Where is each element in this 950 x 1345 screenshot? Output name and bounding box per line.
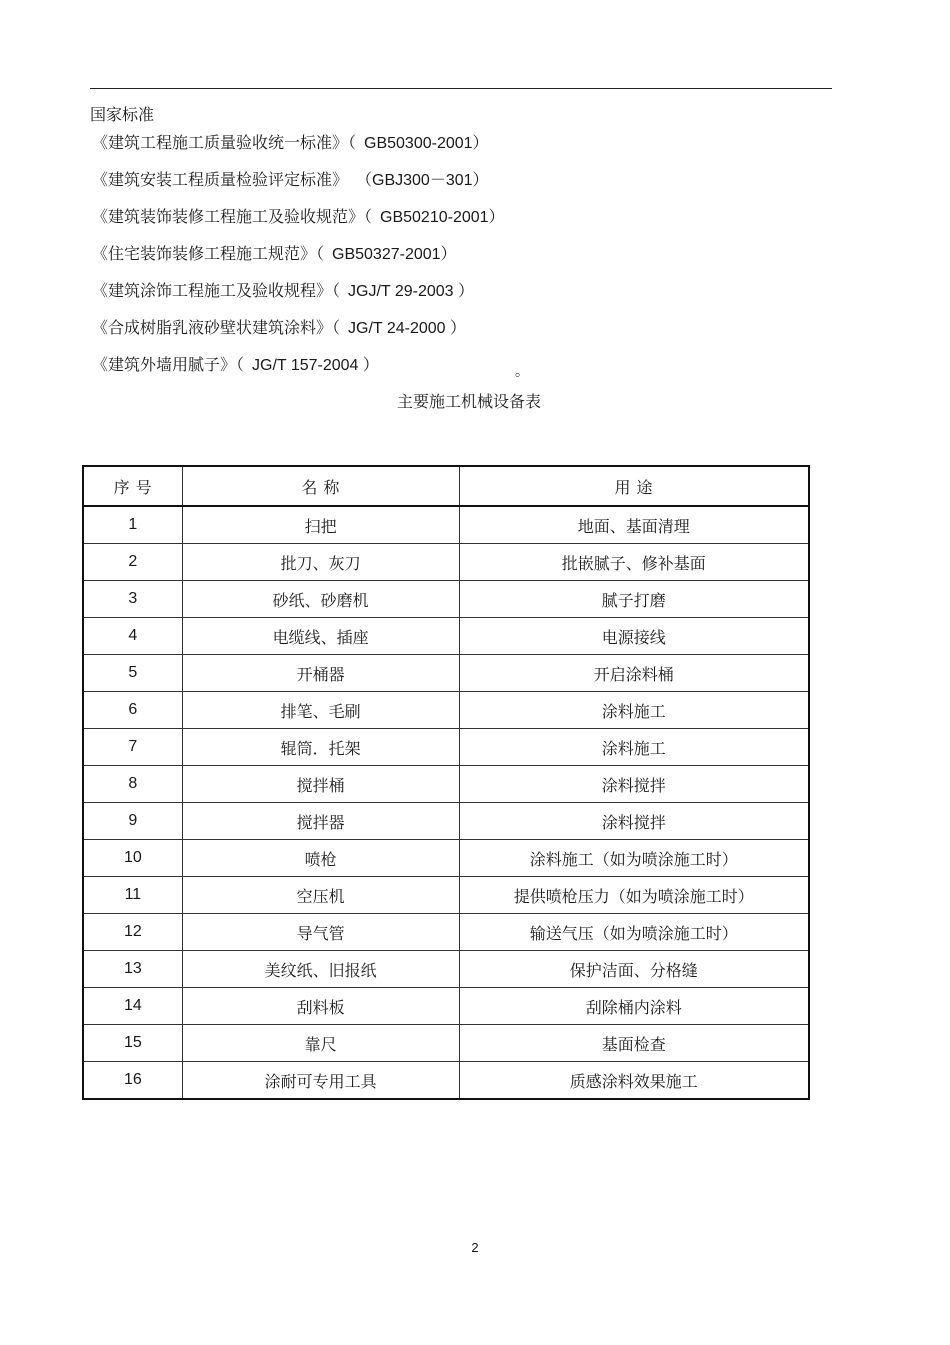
row-number: 7 [83,729,182,766]
standard-code: GB50210-2001） [380,209,505,226]
equipment-table [82,465,810,1100]
table-row [83,988,809,1025]
equipment-name: 涂耐可专用工具 [182,1062,459,1100]
equipment-use: 涂料施工 [459,729,809,766]
equipment-use: 基面检查 [459,1025,809,1062]
row-number: 11 [83,877,182,914]
row-number: 9 [83,803,182,840]
equipment-name: 辊筒．托架 [182,729,459,766]
standard-title: 《建筑外墙用腻子》（ [92,355,245,374]
standard-title: 《合成树脂乳液砂壁状建筑涂料》（ [92,318,341,337]
equipment-name: 导气管 [182,914,459,951]
standard-item [92,165,505,202]
standard-item [92,350,505,387]
equipment-name: 开桶器 [182,655,459,692]
equipment-name: 空压机 [182,877,459,914]
equipment-use: 开启涂料桶 [459,655,809,692]
standard-item [92,239,505,276]
table-header-row [83,466,809,506]
standard-code: JGJ/T 29-2003 ） [348,283,475,300]
equipment-use: 地面、基面清理 [459,506,809,544]
equipment-name: 搅拌器 [182,803,459,840]
equipment-name: 美纹纸、旧报纸 [182,951,459,988]
equipment-use: 输送气压（如为喷涂施工时） [459,914,809,951]
equipment-use: 提供喷枪压力（如为喷涂施工时） [459,877,809,914]
column-header-name: 名 称 [182,466,459,506]
row-number: 8 [83,766,182,803]
row-number: 13 [83,951,182,988]
stop-mark: 。 [515,364,529,380]
equipment-name: 刮料板 [182,988,459,1025]
table-row [83,951,809,988]
standards-list [92,128,505,387]
standard-title: 《建筑工程施工质量验收统一标准》（ [92,133,357,152]
row-number: 2 [83,544,182,581]
table-row [83,803,809,840]
table-row [83,581,809,618]
table-row [83,729,809,766]
row-number: 15 [83,1025,182,1062]
standard-item [92,276,505,313]
row-number: 12 [83,914,182,951]
equipment-use: 涂料施工 [459,692,809,729]
column-header-use: 用 途 [459,466,809,506]
standard-title: 《建筑涂饰工程施工及验收规程》（ [92,281,341,300]
equipment-use: 质感涂料效果施工 [459,1062,809,1100]
row-number: 4 [83,618,182,655]
table-row [83,914,809,951]
row-number: 14 [83,988,182,1025]
equipment-use: 刮除桶内涂料 [459,988,809,1025]
table-row [83,1025,809,1062]
standard-item [92,313,505,350]
row-number: 6 [83,692,182,729]
table-row [83,655,809,692]
row-number: 10 [83,840,182,877]
equipment-name: 喷枪 [182,840,459,877]
table-row [83,618,809,655]
table-row [83,1062,809,1100]
equipment-use: 保护洁面、分格缝 [459,951,809,988]
header-rule [90,88,832,89]
table-row [83,840,809,877]
equipment-name: 扫把 [182,506,459,544]
equipment-name: 搅拌桶 [182,766,459,803]
standard-code: （GBJ300－301） [356,172,489,189]
equipment-use: 腻子打磨 [459,581,809,618]
equipment-use: 涂料搅拌 [459,766,809,803]
equipment-name: 批刀、灰刀 [182,544,459,581]
table-row [83,877,809,914]
standard-code: JG/T 24-2000 ） [348,320,467,337]
standard-code: GB50300-2001） [364,135,489,152]
table-row [83,544,809,581]
row-number: 1 [83,506,182,544]
row-number: 16 [83,1062,182,1100]
equipment-use: 涂料搅拌 [459,803,809,840]
row-number: 5 [83,655,182,692]
row-number: 3 [83,581,182,618]
equipment-name: 电缆线、插座 [182,618,459,655]
equipment-use: 涂料施工（如为喷涂施工时） [459,840,809,877]
standard-title: 《建筑安装工程质量检验评定标准》 [92,170,349,189]
column-header-number: 序 号 [83,466,182,506]
standard-item [92,202,505,239]
table-row [83,766,809,803]
standard-item [92,128,505,165]
page-number: 2 [471,1240,479,1255]
standard-title: 《住宅装饰装修工程施工规范》（ [92,244,325,263]
equipment-use: 批嵌腻子、修补基面 [459,544,809,581]
standard-title: 《建筑装饰装修工程施工及验收规范》（ [92,207,373,226]
table-row [83,692,809,729]
equipment-name: 砂纸、砂磨机 [182,581,459,618]
equipment-name: 排笔、毛刷 [182,692,459,729]
section-heading: 国家标准 [90,105,155,124]
standard-code: GB50327-2001） [332,246,457,263]
table-row [83,506,809,544]
equipment-use: 电源接线 [459,618,809,655]
standard-code: JG/T 157-2004 ） [252,357,379,374]
equipment-name: 靠尺 [182,1025,459,1062]
table-title: 主要施工机械设备表 [396,392,541,411]
